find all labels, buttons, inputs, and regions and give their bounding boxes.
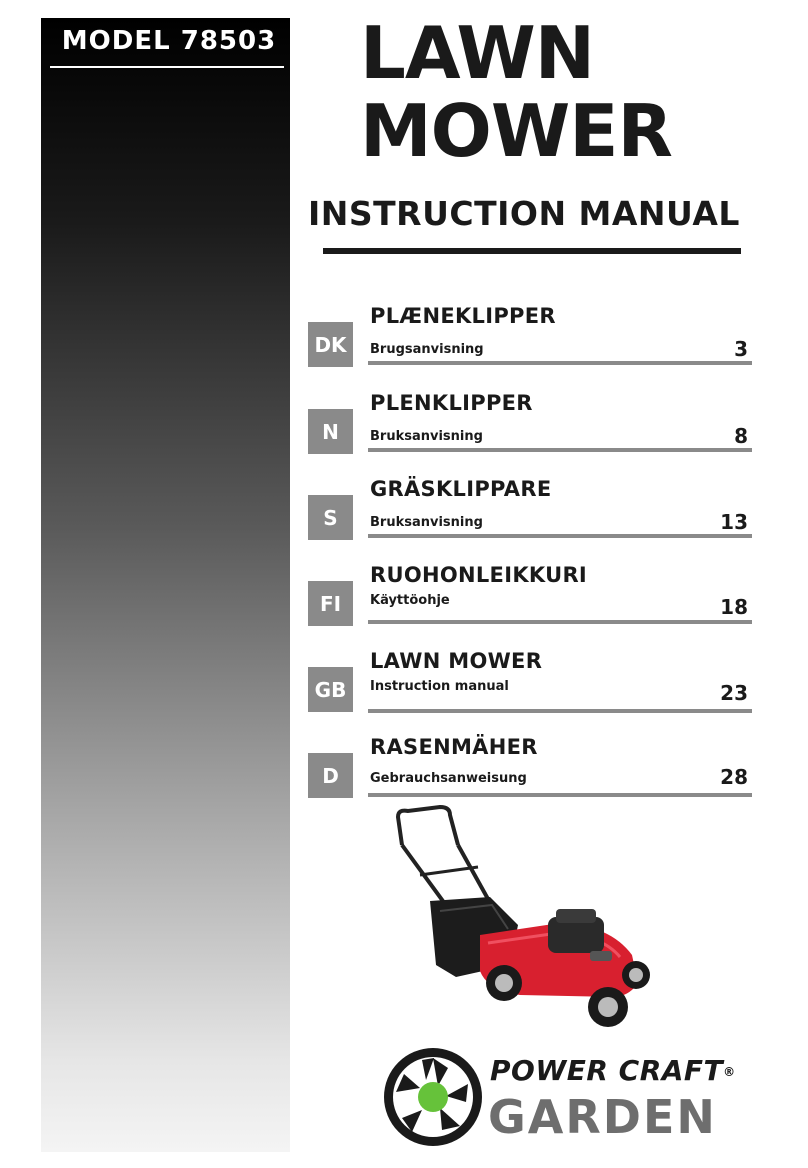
language-divider xyxy=(368,620,752,624)
language-page-number: 8 xyxy=(734,424,748,448)
language-entry-dk[interactable] xyxy=(0,300,808,380)
product-title-line1: LAWN xyxy=(360,11,595,95)
language-subtitle: Gebrauchsanweisung xyxy=(370,771,527,786)
language-subtitle: Bruksanvisning xyxy=(370,515,483,530)
lawn-mower-image xyxy=(380,805,680,1035)
product-title-line2: MOWER xyxy=(360,89,672,173)
product-title xyxy=(360,11,780,173)
language-title: RASENMÄHER xyxy=(370,735,538,759)
language-subtitle: Brugsanvisning xyxy=(370,342,484,357)
language-entry-fi[interactable] xyxy=(0,559,808,639)
language-page-number: 13 xyxy=(720,510,748,534)
language-subtitle: Bruksanvisning xyxy=(370,429,483,444)
language-code-badge: FI xyxy=(308,581,353,626)
brand-power-craft: POWER CRAFT xyxy=(490,1054,724,1087)
brand-name-line1 xyxy=(490,1054,780,1087)
title-divider xyxy=(323,248,741,254)
language-page-number: 23 xyxy=(720,681,748,705)
language-page-number: 28 xyxy=(720,765,748,789)
language-page-number: 3 xyxy=(734,337,748,361)
language-code-badge: GB xyxy=(308,667,353,712)
language-title: PLENKLIPPER xyxy=(370,391,533,415)
language-title: LAWN MOWER xyxy=(370,649,543,673)
language-entry-n[interactable] xyxy=(0,387,808,467)
model-number: MODEL 78503 xyxy=(61,26,277,56)
language-title: GRÄSKLIPPARE xyxy=(370,477,552,501)
language-page-number: 18 xyxy=(720,595,748,619)
language-divider xyxy=(368,709,752,713)
language-entry-s[interactable] xyxy=(0,473,808,553)
language-subtitle: Instruction manual xyxy=(370,679,509,694)
manual-subtitle: INSTRUCTION MANUAL xyxy=(308,194,740,233)
language-code-badge: D xyxy=(308,753,353,798)
language-divider xyxy=(368,534,752,538)
language-divider xyxy=(368,793,752,797)
language-code-badge: DK xyxy=(308,322,353,367)
language-divider xyxy=(368,361,752,365)
language-title: RUOHONLEIKKURI xyxy=(370,563,588,587)
language-subtitle: Käyttöohje xyxy=(370,593,450,608)
language-entry-d[interactable] xyxy=(0,731,808,811)
model-divider xyxy=(50,66,284,68)
brand-name-line2: GARDEN xyxy=(488,1090,717,1144)
language-divider xyxy=(368,448,752,452)
language-title: PLÆNEKLIPPER xyxy=(370,304,556,328)
language-code-badge: N xyxy=(308,409,353,454)
registered-mark: ® xyxy=(723,1065,736,1079)
language-code-badge: S xyxy=(308,495,353,540)
language-entry-gb[interactable] xyxy=(0,645,808,725)
power-craft-aperture-logo-icon xyxy=(382,1046,484,1148)
